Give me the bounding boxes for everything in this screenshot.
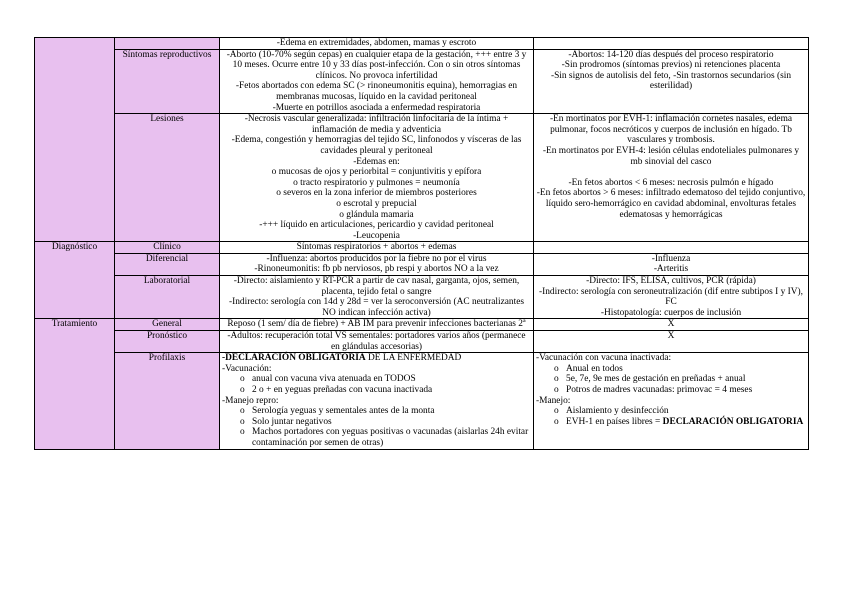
list-item: o 5e, 7e, 9e mes de gestación en preñadas + anual: [554, 374, 806, 385]
disease-table: [34, 37, 809, 450]
table-row: [35, 38, 809, 50]
pronostico-label: Pronóstico: [115, 331, 220, 353]
table-row: [35, 242, 809, 254]
vacunacion-list: [240, 374, 531, 395]
table-row: [35, 49, 809, 114]
diferencial-col2: -Influenza -Arteritis: [534, 253, 809, 275]
tratamiento-category: Tratamiento: [35, 319, 115, 449]
list-item: o anual con vacuna viva atenuada en TODOS: [240, 374, 531, 385]
table-row: [35, 114, 809, 242]
list-item: o Solo juntar negativos: [240, 417, 531, 428]
table-row: [35, 276, 809, 319]
vacunacion-inactivada-list: [554, 364, 806, 396]
clinico-col2: [534, 242, 809, 254]
laboratorial-col2: -Directo: IFS, ELISA, cultivos, PCR (rápida) -Indirecto: serología con seroneutralización (dif entre subtipos I y IV), FC -Histopatología: cuerpos de inclusión: [534, 276, 809, 319]
subcategory-cell: [115, 38, 220, 50]
list-item: o Serología yeguas y sementales antes de la monta: [240, 406, 531, 417]
table-row: [35, 331, 809, 353]
lesiones-col2: -En mortinatos por EVH-1: inflamación cornetes nasales, edema pulmonar, focos necróticos y cuerpos de inclusión en hígado. Tb vasculares y trombosis. -En mortinatos por EVH-4: lesión células endoteliales pulmonares y mb sinovial del casco -En fetos abortos < 6 meses: necrosis pulmón e hígado -En fetos abortos > 6 meses: infiltrado edematoso del tejido conjuntivo, líquido sero-hemorrágico en cavidad abdominal, envolturas fetales edematosas y hemorrágicas: [534, 114, 809, 242]
sintomas-col1: -Aborto (10-70% según cepas) en cualquier etapa de la gestación, +++ entre 3 y 10 meses. Ocurre entre 10 y 33 días post-infección. Con o sin otros síntomas clínicos. No provoca infertilidad -Fetos abortados con edema SC (> rinoneumonitis equina), hemorragias en membranas mucosas, líquido en la cavidad peritoneal -Muerte en potrillos asociada a enfermedad respiratoria: [220, 49, 534, 114]
category-cell: [35, 38, 115, 242]
lesiones-label: Lesiones: [115, 114, 220, 242]
clinico-col1: Síntomas respiratorios + abortos + edemas: [220, 242, 534, 254]
manejo-col2-list: [554, 406, 806, 427]
list-item: o Machos portadores con yeguas positivas o vacunadas (aislarlas 24h evitar contaminación por semen de otras): [240, 427, 531, 448]
general-label: General: [115, 319, 220, 331]
diagnostico-category: Diagnóstico: [35, 242, 115, 319]
sintomas-label: Síntomas reproductivos: [115, 49, 220, 114]
list-item: o 2 o + en yeguas preñadas con vacuna inactivada: [240, 385, 531, 396]
pronostico-col2: X: [534, 331, 809, 353]
table-row: [35, 353, 809, 449]
profilaxis-col1: -DECLARACIÓN OBLIGATORIA DE LA ENFERMEDAD -Vacunación: o anual con vacuna viva atenuada en TODOS o 2 o + en yeguas preñadas con vacuna inactivada -Manejo repro: o Serología yeguas y sementales antes de la monta o Solo juntar negativos o Machos portadores con yeguas positivas o vacunadas (aislarlas 24h evitar contaminación por semen de otras): [220, 353, 534, 449]
edema-text: -Edema en extremidades, abdomen, mamas y escroto: [220, 38, 534, 50]
profilaxis-col2: -Vacunación con vacuna inactivada: o Anual en todos o 5e, 7e, 9e mes de gestación en preñadas + anual o Potros de madres vacunadas: primovac = 4 meses -Manejo: o Aislamiento y desinfección o EVH-1 en países libres = DECLARACIÓN OBLIGATORIA: [534, 353, 809, 449]
clinico-label: Clínico: [115, 242, 220, 254]
diferencial-label: Diferencial: [115, 253, 220, 275]
table-row: [35, 319, 809, 331]
list-item: o Potros de madres vacunadas: primovac = 4 meses: [554, 385, 806, 396]
list-item: o Aislamiento y desinfección: [554, 406, 806, 417]
general-col1: Reposo (1 sem/ día de fiebre) + AB IM para prevenir infecciones bacterianas 2ª: [220, 319, 534, 331]
laboratorial-col1: -Directo: aislamiento y RT-PCR a partir de cav nasal, garganta, ojos, semen, placenta, tejido fetal o sangre -Indirecto: serología con 14d y 28d = ver la seroconversión (AC neutralizantes NO indican infección activa): [220, 276, 534, 319]
list-item: o EVH-1 en países libres = DECLARACIÓN OBLIGATORIA: [554, 417, 806, 428]
list-item: o Anual en todos: [554, 364, 806, 375]
lesiones-col1: -Necrosis vascular generalizada: infiltración linfocitaria de la íntima + inflamación de media y adventicia -Edema, congestión y hemorragias del tejido SC, linfonodos y vísceras de las cavidades pleural y peritoneal -Edemas en: o mucosas de ojos y periorbital = conjuntivitis y epífora o tracto respiratorio y pulmones = neumonía o severos en la zona inferior de miembros posteriores o escrotal y prepucial o glándula mamaria -+++ líquido en articulaciones, pericardio y cavidad peritoneal -Leucopenia: [220, 114, 534, 242]
laboratorial-label: Laboratorial: [115, 276, 220, 319]
table-row: [35, 253, 809, 275]
diferencial-col1: -Influenza: abortos producidos por la fiebre no por el virus -Rinoneumonitis: fb pb nerviosos, pb respi y abortos NO a la vez: [220, 253, 534, 275]
sintomas-col2: -Abortos: 14-120 días después del proceso respiratorio -Sin prodromos (síntomas previos) ni retenciones placenta -Sin signos de autolisis del feto, -Sin trastornos secundarios (sin esterilidad): [534, 49, 809, 114]
pronostico-col1: -Adultos: recuperación total VS sementales: portadores varios años (permanece en glándulas accesorias): [220, 331, 534, 353]
profilaxis-label: Profilaxis: [115, 353, 220, 449]
general-col2: X: [534, 319, 809, 331]
manejo-list: [240, 406, 531, 448]
